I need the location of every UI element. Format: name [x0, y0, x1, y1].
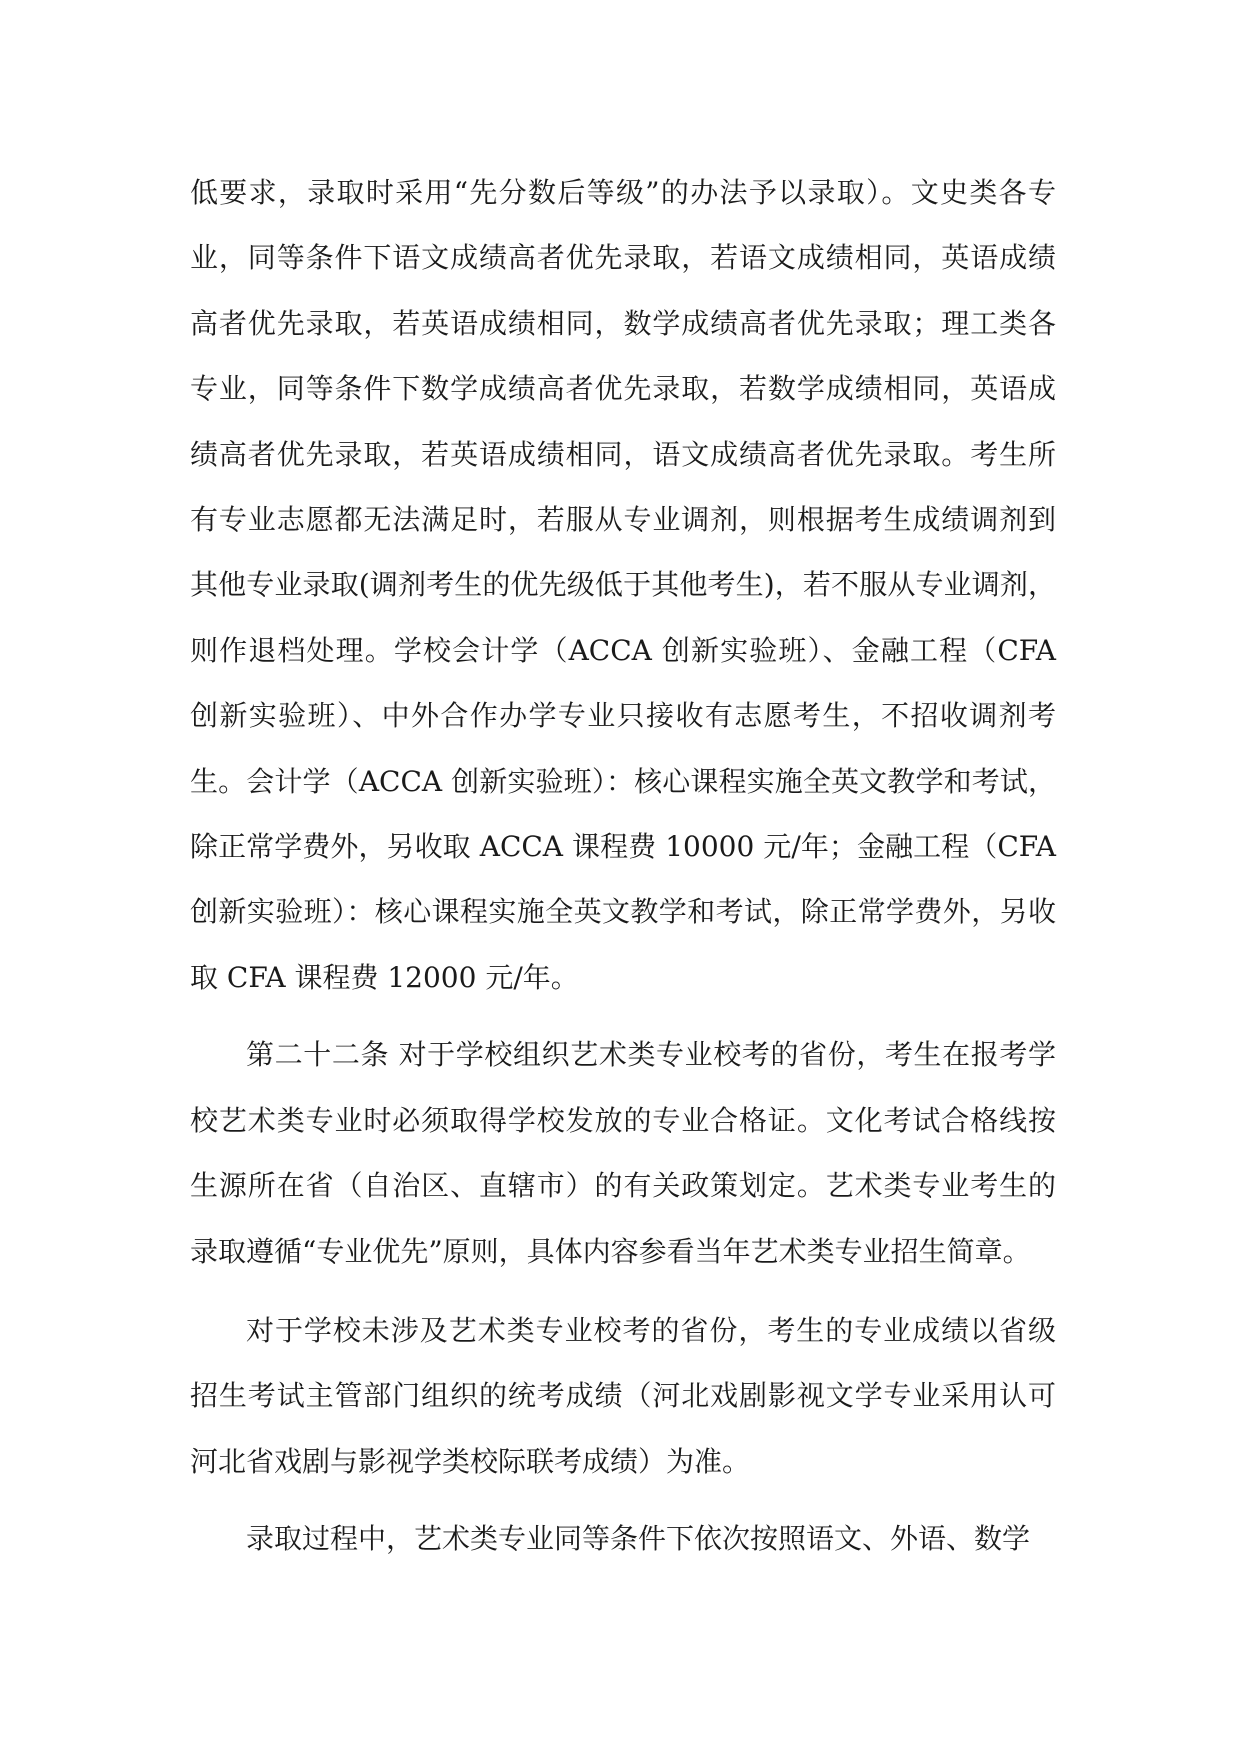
paragraph-admission-rules-continued: 低要求，录取时采用“先分数后等级”的办法予以录取）。文史类各专业，同等条件下语文成绩高者优先录取，若语文成绩相同，英语成绩高者优先录取，若英语成绩相同，数学成绩高者优先录取；理工类各专业，同等条件下数学成绩高者优先录取，若数学成绩相同，英语成绩高者优先录取，若英语成绩相同，语文成绩高者优先录取。考生所有专业志愿都无法满足时，若服从专业调剂，则根据考生成绩调剂到其他专业录取(调剂考生的优先级低于其他考生)，若不服从专业调剂，则作退档处理。学校会计学（ACCA 创新实验班）、金融工程（CFA 创新实验班）、中外合作办学专业只接收有志愿考生，不招收调剂考生。会计学（ACCA 创新实验班）：核心课程实施全英文教学和考试，除正常学费外，另收取 ACCA 课程费 10000 元/年；金融工程（CFA 创新实验班）：核心课程实施全英文教学和考试，除正常学费外，另收取 CFA 课程费 12000 元/年。 [190, 176, 1056, 994]
paragraph-article-22: 第二十二条 对于学校组织艺术类专业校考的省份，考生在报考学校艺术类专业时必须取得学校发放的专业合格证。文化考试合格线按生源所在省（自治区、直辖市）的有关政策划定。艺术类专业考生的录取遵循“专业优先”原则，具体内容参看当年艺术类专业招生简章。 [190, 1038, 1056, 1268]
paragraph-admission-order: 录取过程中，艺术类专业同等条件下依次按照语文、外语、数学 [246, 1522, 1031, 1556]
paragraph-unified-exam-scores: 对于学校未涉及艺术类专业校考的省份，考生的专业成绩以省级招生考试主管部门组织的统考成绩（河北戏剧影视文学专业采用认可河北省戏剧与影视学类校际联考成绩）为准。 [190, 1313, 1056, 1478]
document-body [190, 160, 1056, 1572]
